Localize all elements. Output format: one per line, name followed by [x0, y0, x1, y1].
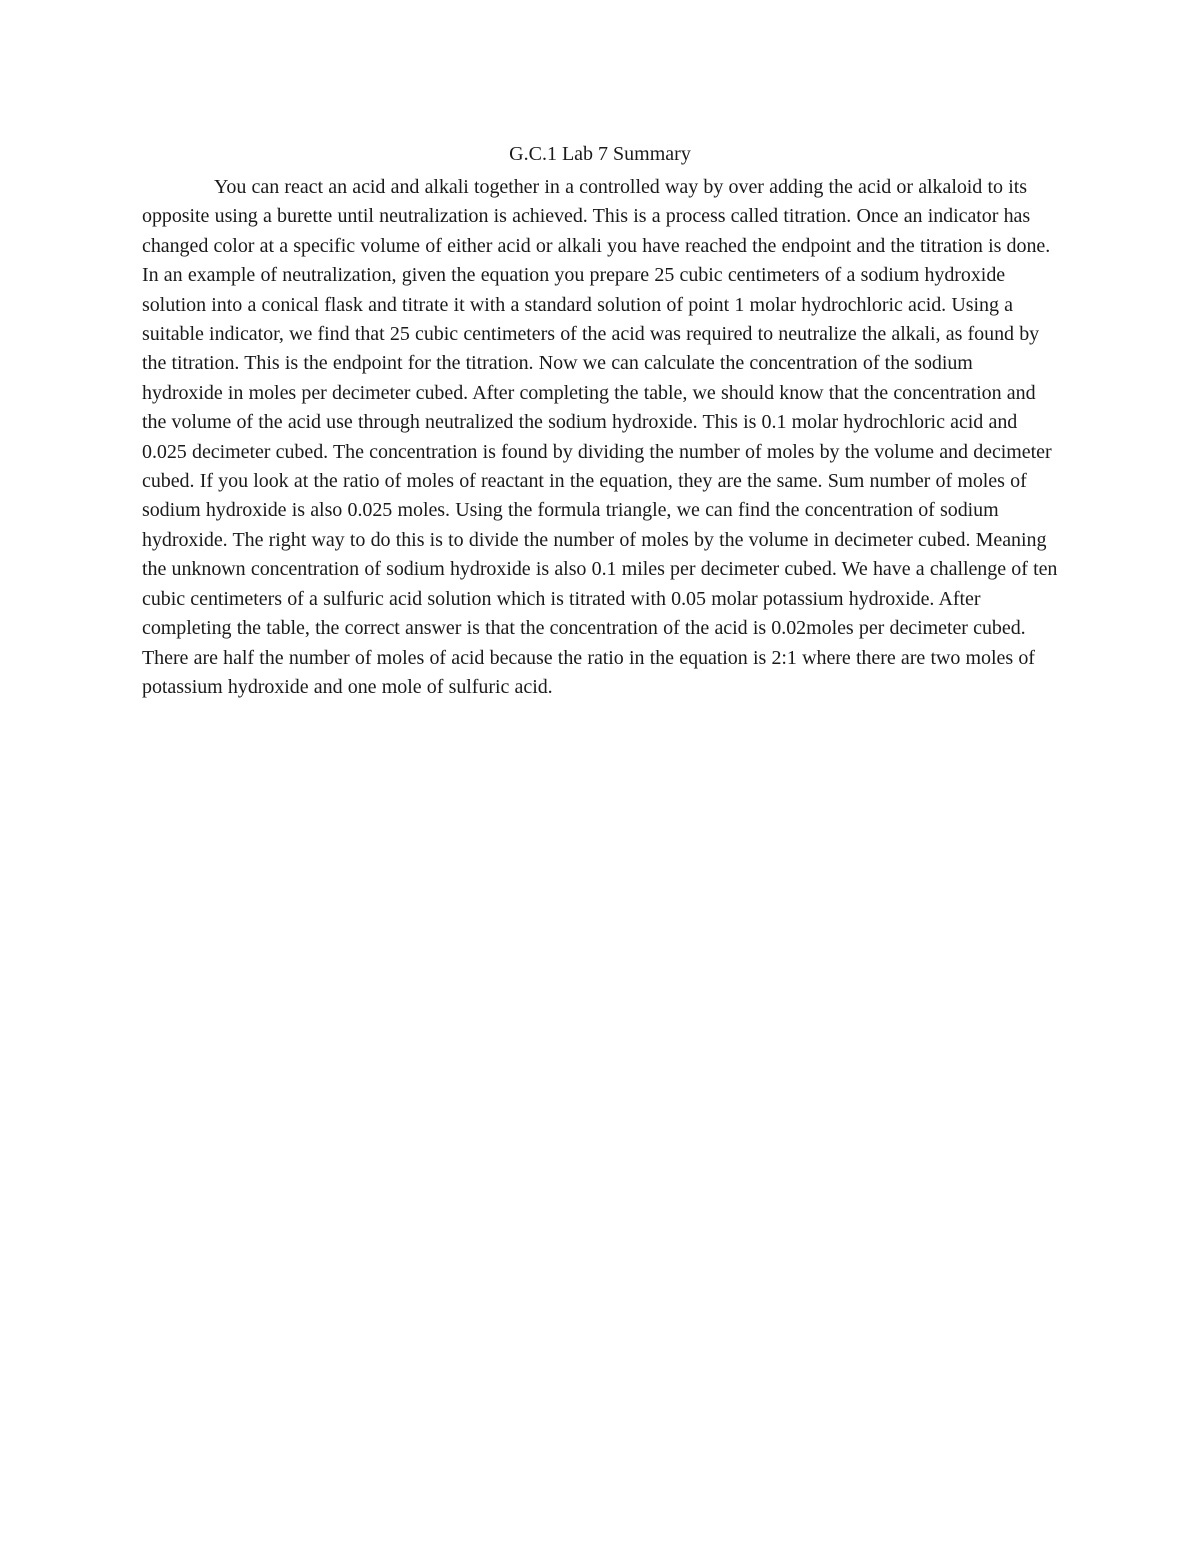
document-title: G.C.1 Lab 7 Summary — [509, 143, 691, 165]
document-paragraph: You can react an acid and alkali together in a controlled way by over adding the acid or alkaloid to its opposite using a burette until neutralization is achieved. This is a process called titration. Once an indicator has changed color at a specific volume of either acid or alkali you have reached the endpoint and the titration is done. In an example of neutralization, given the equation you prepare 25 cubic centimeters of a sodium hydroxide solution into a conical flask and titrate it with a standard solution of point 1 molar hydrochloric acid. Using a suitable indicator, we find that 25 cubic centimeters of the acid was required to neutralize the alkali, as found by the titration. This is the endpoint for the titration. Now we can calculate the concentration of the sodium hydroxide in moles per decimeter cubed. After completing the table, we should know that the concentration and the volume of the acid use through neutralized the sodium hydroxide. This is 0.1 molar hydrochloric acid and 0.025 decimeter cubed. The concentration is found by dividing the number of moles by the volume and decimeter cubed. If you look at the ratio of moles of reactant in the equation, they are the same. Sum number of moles of sodium hydroxide is also 0.025 moles. Using the formula triangle, we can find the concentration of sodium hydroxide. The right way to do this is to divide the number of moles by the volume in decimeter cubed. Meaning the unknown concentration of sodium hydroxide is also 0.1 miles per decimeter cubed. We have a challenge of ten cubic centimeters of a sulfuric acid solution which is titrated with 0.05 molar potassium hydroxide. After completing the table, the correct answer is that the concentration of the acid is 0.02moles per decimeter cubed. There are half the number of moles of acid because the ratio in the equation is 2:1 where there are two moles of potassium hydroxide and one mole of sulfuric acid. — [142, 176, 1058, 698]
